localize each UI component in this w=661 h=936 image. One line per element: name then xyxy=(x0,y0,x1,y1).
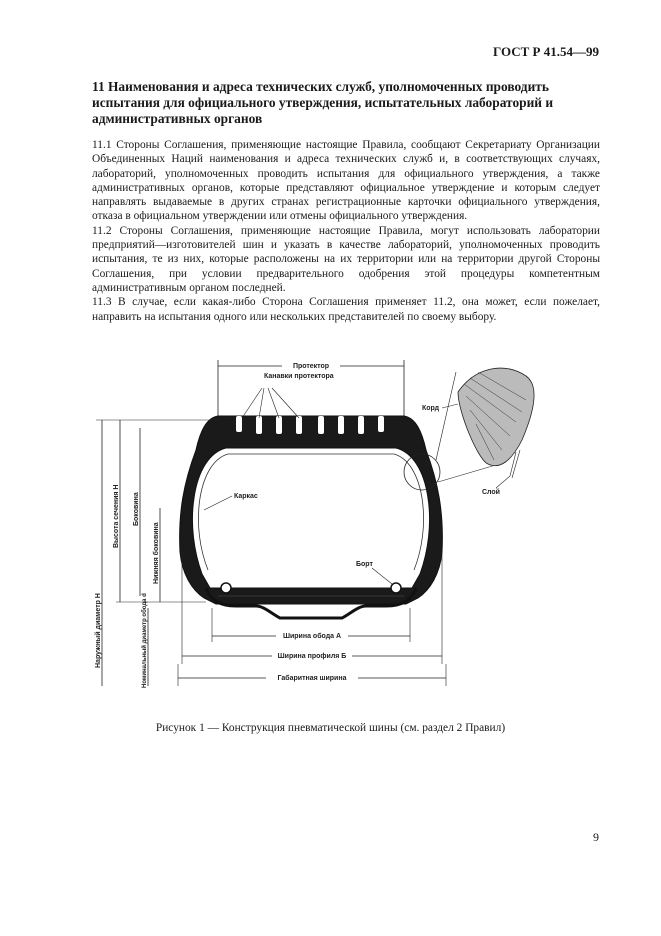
paragraph-11-1: 11.1 Стороны Соглашения, применяющие настоящие Правила, сообщают Секретариату Организации Объединенных Наций наименования и адреса технических служб и, в соответствующих случаях, лабораторий, уполномоченных проводить испытания для официального утверждения, а также административных органов, которые представляют официальное утверждение и которым следует направлять выдаваемые в других странах регистрационные карточки официального утверждения, отказа в официальном утверждении или отмены официального утверждения. xyxy=(92,139,600,223)
section-title: 11 Наименования и адреса технических служб, уполномоченных проводить испытания для официального утверждения, испытательных лабораторий и административных органов xyxy=(92,79,554,126)
paragraph-11-2: 11.2 Стороны Соглашения, применяющие настоящие Правила, могут использовать лаборатории предприятий—изготовителей шин и указать в качестве лабораторий, уполномоченных проводить испытания, те из них, которые расположены на их территории или на территории другой Стороны Соглашения, при условии предварительного одобрения этой процедуры компетентным административным органом последней. xyxy=(92,224,600,294)
label-grooves: Канавки протектора xyxy=(264,373,334,380)
page-number: 9 xyxy=(593,830,599,844)
label-outer-diameter: Наружный диаметр Н xyxy=(95,593,102,668)
label-lower-sidewall: Нижняя боковина xyxy=(153,522,160,584)
label-nominal-rim-diameter: Номинальный диаметр обода d xyxy=(142,593,148,688)
figure-caption: Рисунок 1 — Конструкция пневматической шины (см. раздел 2 Правил) xyxy=(155,722,506,734)
tire-diagram xyxy=(86,352,626,702)
label-overall-width: Габаритная ширина xyxy=(277,675,347,682)
document-header: ГОСТ Р 41.54—99 xyxy=(493,44,599,59)
label-rim-width: Ширина обода А xyxy=(282,633,342,640)
label-protector: Протектор xyxy=(292,363,330,370)
label-carcass: Каркас xyxy=(234,493,258,500)
label-section-height: Высота сечения Н xyxy=(113,484,120,548)
label-bead: Борт xyxy=(356,561,373,568)
body-text xyxy=(92,138,600,324)
label-ply: Слой xyxy=(482,489,500,496)
label-cord: Корд xyxy=(422,405,440,412)
label-profile-width: Ширина профиля Б xyxy=(277,653,347,660)
label-sidewall: Боковина xyxy=(133,492,140,526)
paragraph-11-3: 11.3 В случае, если какая-либо Сторона Соглашения применяет 11.2, она может, если пожелает, направить на испытания одного или нескольких представителей по своему выбору. xyxy=(92,296,600,323)
